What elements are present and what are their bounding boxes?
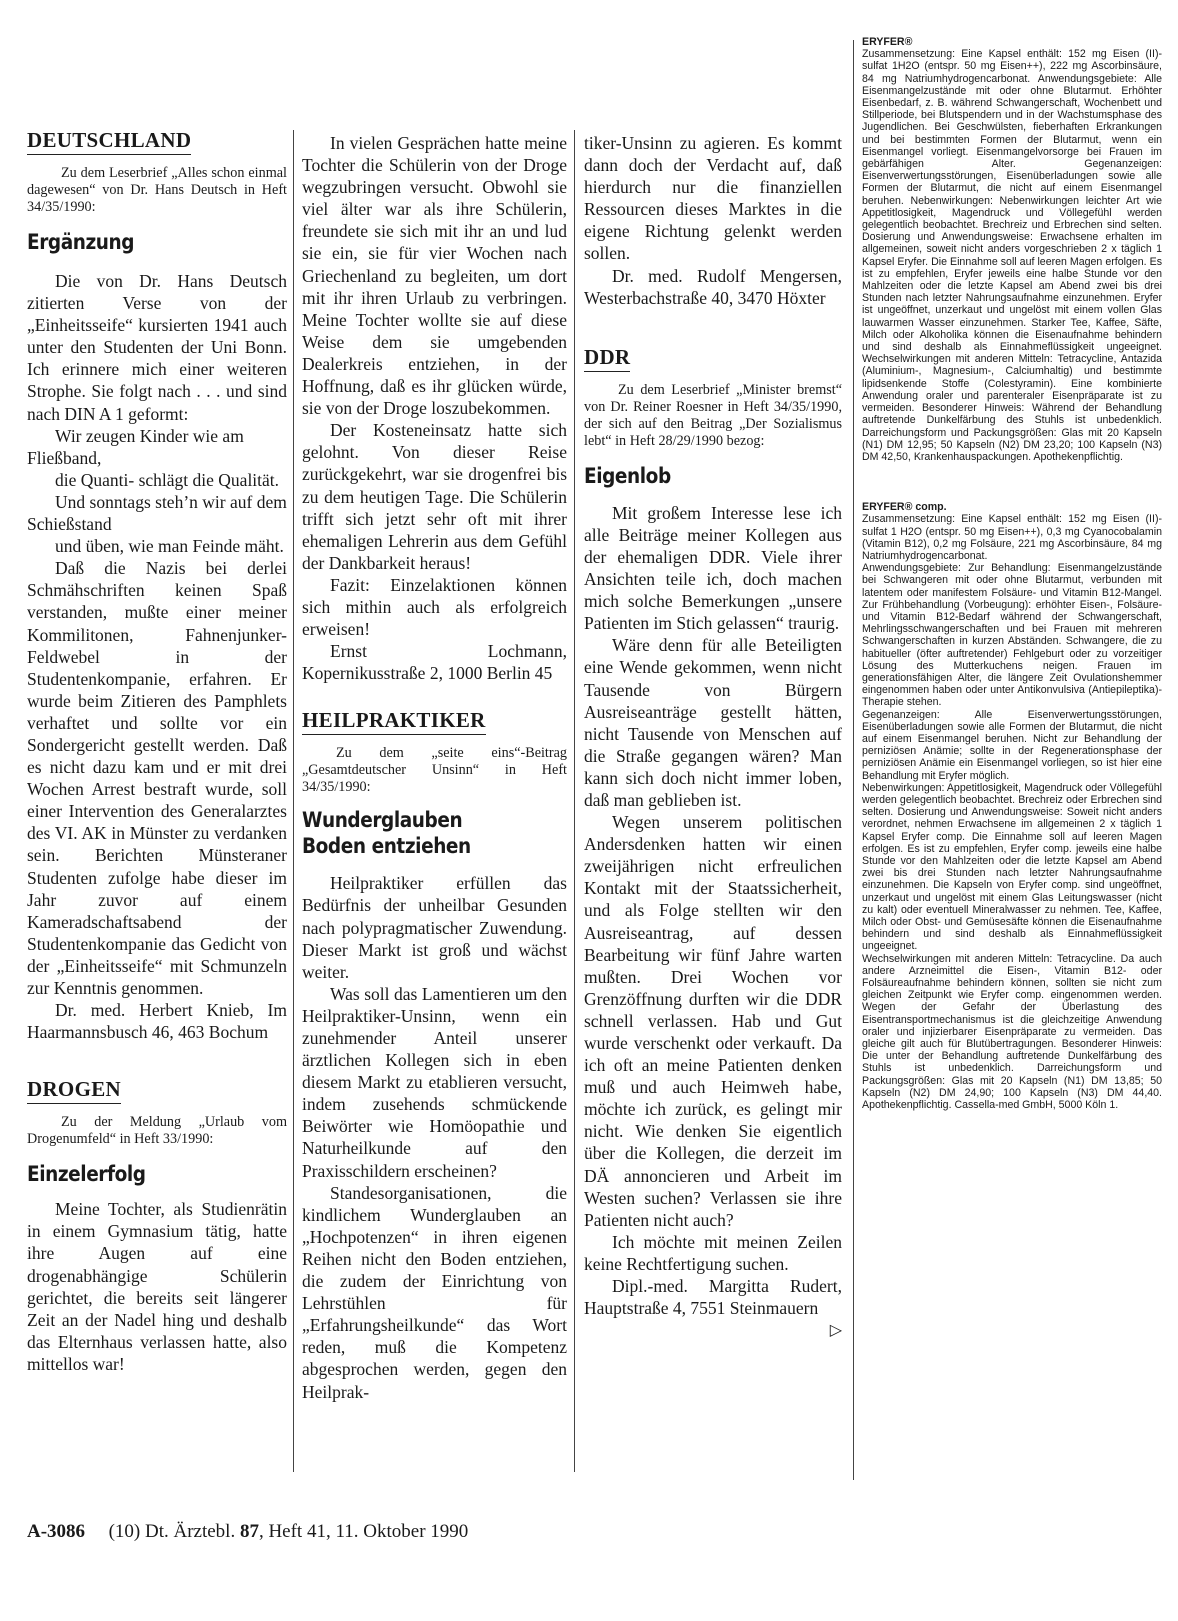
journal-volume: 87 [239, 1521, 259, 1542]
drug-text: Gegenanzeigen: Alle Eisenverwertungsstörungen, Eisenüberladungen sowie alle Formen der Blutarmut, die nicht auf einem Eisenmangel beruhen. Nicht zur Behandlung der perniziösen Anämie; sollte in der Regenerationsphase der perniziösen Anämie ein Eisenmangel vorliegen, so ist hier eine Behandlung mit Eryfer möglich. [862, 708, 1162, 782]
verse-line: die Quanti- schlägt die Qualität. [55, 469, 280, 490]
paragraph: tiker-Unsinn zu agieren. Es kommt dann doch der Verdacht auf, daß hierdurch nur die finanziellen Ressourcen dieses Marktes in die eigene Richtung gelenkt werden sollen. [584, 133, 842, 264]
letter-body [302, 872, 567, 1402]
column-rule-1 [293, 130, 294, 1472]
drug-text: Zusammensetzung: Eine Kapsel enthält: 152 mg Eisen (II)-sulfat 1 H2O (entspr. 50 mg Eisen++), 0,3 mg Cyanocobalamin (Vitamin B12), 0,2 mg Folsäure, 221 mg Ascorbinsäure, 84 mg Natriumhydrogencarbonat. [862, 513, 1162, 562]
signature: Ernst Lochmann, Kopernikusstraße 2, 1000 Berlin 45 [302, 641, 567, 684]
signature: Dr. med. Rudolf Mengersen, Westerbachstraße 40, 3470 Höxter [584, 265, 842, 308]
headline-einzelerfolg: Einzelerfolg [27, 1162, 146, 1188]
headline-eigenlob: Eigenlob [584, 463, 671, 489]
paragraph: Standesorganisationen, die kindlichem Wunderglauben an „Hochpotenzen“ in ihren eigenen Reihen nicht den Boden entziehen, die zudem der Einrichtung von Lehrstühlen für „Erfahrungsheilkunde“ das Wort reden, muß die Kompetenz abgesprochen werden, gegen den Heilprak- [302, 1182, 567, 1402]
letter-body [584, 132, 842, 309]
paragraph: Die von Dr. Hans Deutsch zitierten Verse von der „Einheitsseife“ kursierten 1941 auch unter den Studenten der Uni Bonn. Ich erinnere mich einer weiteren Strophe. Sie folgt nach . . . und sind nach DIN A 1 geformt: [27, 271, 287, 424]
letter-intro: Zu dem „seite eins“-Beitrag „Gesamtdeutscher Unsinn“ in Heft 34/35/1990: [302, 745, 567, 796]
rubric-deutschland: DEUTSCHLAND [27, 128, 191, 155]
rubric-drogen: DROGEN [27, 1077, 121, 1104]
paragraph: Daß die Nazis bei derlei Schmähschriften keinen Spaß verstanden, mußte einer meiner Kommilitonen, Fahnenjunker-Feldwebel in der Studentenkompanie, erfahren. Er wurde beim Zitieren des Pamphlets verhaftet und sollte vor ein Sondergericht gestellt werden. Daß es nicht dazu kam und er mit drei Wochen Arrest bestraft wurde, soll einer Intervention des Generalarztes des VI. AK in Münster zu verdanken sein. Berichten Münsteraner Studenten zufolge habe dieser im Jahr zuvor auf einem Kameradschaftsabend der Studentenkompanie das Gedicht von der „Einheitsseife“ mit Schmunzeln zur Kenntnis genommen. [27, 558, 287, 998]
letter-intro: Zu dem Leserbrief „Minister bremst“ von Dr. Reiner Roesner in Heft 34/35/1990, der sich auf den Beitrag „Der Sozialismus lebt“ in Heft 28/29/1990 bezog: [584, 381, 842, 449]
headline-ergaenzung: Ergänzung [27, 230, 135, 255]
drug-text: Anwendungsgebiete: Zur Behandlung: Eisenmangelzustände bei Schwangeren mit oder ohne Blutarmut, verbunden mit latentem oder manifestem Folsäure- und Vitamin B12-Mangel. Zur Frühbehandlung (Vorbeugung): erhöhter Eisen-, Folsäure- und Vitamin B12-Bedarf während der Schwangerschaft, Mehrlingsschwangerschaften und bei Frauen mit mehreren Schwangerschaften in kurzen Abständen. Schwangere, die zu habitueller (öfter auftretender) Fehlgeburt oder zu vorzeitiger Lösung des Mutterkuchens neigen. Frauen im generationsfähigen Alter, die längere Zeit Ovulationshemmer eingenommen haben oder unter Antikonvulsiva (Antiepileptika)-Therapie stehen. [862, 562, 1162, 709]
journal-issue: (10) Dt. Ärztebl. [108, 1521, 236, 1542]
paragraph: Wäre denn für alle Beteiligten eine Wende gekommen, wenn nicht Tausende von Bürgern Ausreiseanträge gestellt hätten, nicht Tausende von Menschen auf die Straße gegangen wären? Man kann sich doch nicht immer loben, daß man geblieben ist. [584, 635, 842, 810]
drug-info-eryfer-comp [862, 501, 1162, 1111]
drug-title: ERYFER® comp. [862, 501, 947, 514]
rubric-heilpraktiker: HEILPRAKTIKER [302, 708, 486, 735]
letter-intro: Zu der Meldung „Urlaub vom Drogenumfeld“ in Heft 33/1990: [27, 1114, 287, 1148]
verse-line: und üben, wie man Feinde mäht. [55, 536, 284, 557]
column-rule-3 [853, 40, 854, 1480]
signature [584, 1275, 842, 1340]
letter-body [27, 270, 287, 1043]
paragraph: Fazit: Einzelaktionen können sich mithin auch als erfolgreich erweisen! [302, 574, 567, 640]
paragraph: Mit großem Interesse lese ich alle Beiträge meiner Kollegen aus der ehemaligen DDR. Viele ihrer Ansichten teile ich, doch machen mich solche Bemerkungen „unsere Patienten im Stich gelassen“ traurig. [584, 502, 842, 634]
letter-intro: Zu dem Leserbrief „Alles schon einmal dagewesen“ von Dr. Hans Deutsch in Heft 34/35/1990: [27, 165, 287, 215]
drug-text: Zusammensetzung: Eine Kapsel enthält: 152 mg Eisen (II)-sulfat 1H2O (entspr. 50 mg Eisen++), 222 mg Ascorbinsäure, 84 mg Natriumhydrogencarbonat. Anwendungsgebiete: Alle Eisenmangelzustände mit oder ohne Blutarmut. Erhöhter Eisenbedarf, z. B. während Schwangerschaft, Wochenbett und Stillperiode, bei Blutspendern und in der Wachstumsphase des Jugendlichen. Bei Geschwülsten, fieberhaften Erkrankungen und bei bestimmten Formen der Blutarmut, wenn ein Eisenmangel vorliegt. Eisenmangelvorsorge bei Frauen im gebärfähigen Alter. Gegenanzeigen: Eisenverwertungsstörungen, Eisenüberladungen sowie alle Formen der Blutarmut, die nicht auf einem Eisenmangel beruhen. Nebenwirkungen: Nebenwirkungen leichter Art wie Appetitlosigkeit, Magendruck und Völlegefühl werden gelegentlich beobachtet. Brechreiz und Erbrechen sind selten. Dosierung und Anwendungsweise: Erwachsene erhalten im allgemeinen, soweit nicht anders vorgeschrieben 2 x täglich 1 Kapsel Eryfer. Die Einnahme soll auf leeren Magen erfolgen. Es ist zu empfehlen, Eryfer jeweils eine halbe Stunde vor den Mahlzeiten oder die letzte Kapsel am Abend zwei bis drei Stunden nach letzter Nahrungsaufnahme einzunehmen. Eryfer ist ungeöffnet, unzerkaut und ungelöst mit einem vollen Glas lauwarmen Wasser einzunehmen. Starker Tee, Kaffee, Säfte, Milch oder Alkoholika können die Eisenaufnahme behindern und sind deshalb als Einnahmeflüssigkeit ungeeignet. Wechselwirkungen mit anderen Mitteln: Tetracycline, Antazida (Aluminium-, Magnesium-, Calciumhaltig) und bestimmte lipidsenkende Stoffe (Colestyramin). Eine kombinierte Anwendung oraler und parenteraler Eisenpräparate ist zu vermeiden. Besonderer Hinweis: Während der Behandlung auftretende Dunkelfärbung des Stuhls ist unbedenklich. Darreichungsform und Packungsgrößen: Glas mit 20 Kapseln (N1) DM 12,95; 50 Kapseln (N2) DM 23,20; 100 Kapseln (N3) DM 42,50, Krankenhauspackungen. Apothekenpflichtig. [862, 48, 1162, 463]
page-footer [27, 1521, 468, 1543]
paragraph: Was soll das Lamentieren um den Heilpraktiker-Unsinn, wenn ein zunehmender Anteil unserer ärztlichen Kollegen sich in eben diesem Markt zu etablieren versucht, indem zusehends schmückende Beiwörter wie Homöopathie und Naturheilkunde auf den Praxisschildern erscheinen? [302, 983, 567, 1181]
verse-line: Wir zeugen Kinder wie am Fließband, [27, 425, 244, 468]
paragraph: In vielen Gesprächen hatte meine Tochter die Schülerin von der Droge wegzubringen versucht. Obwohl sie viel älter war als ihre Schülerin, freundete sie sich mit ihr an und lud sie ein, sie für vier Wochen nach Griechenland zu begleiten, um dort mit ihr ihren Urlaub zu verbringen. Meine Tochter wollte sie auf diese Weise dem sie umgebenden Dealerkreis entziehen, in der Hoffnung, daß es ihr glücken würde, sie von der Droge loszubekommen. [302, 133, 567, 419]
column-3 [584, 132, 842, 1341]
paragraph: Der Kosteneinsatz hatte sich gelohnt. Von dieser Reise zurückgekehrt, war sie drogenfrei bis zu dem heutigen Tage. Die Schülerin trifft sich jetzt sehr oft mit ihrer ehemaligen Lehrerin aus dem Gefühl der Dankbarkeit heraus! [302, 420, 567, 573]
paragraph: Wegen unserem politischen Andersdenken hatten wir einen zweijährigen nicht erfreulichen Kontakt mit der Staatssicherheit, und als Folge stellten wir den Ausreiseantrag, auf dessen Bearbeitung wir fünf Jahre warten mußten. Drei Wochen vor Grenzöffnung durften wir die DDR schnell verlassen. Hab und Gut wurde verschenkt oder verkauft. Da ich oft an meine Patienten denken muß und auch Heimweh habe, möchte ich zurück, es gelingt mir nicht. Wie denken Sie eigentlich über die Kollegen, die derzeit im DÄ annoncieren und Arbeit im Westen suchen? Verlassen sie ihre Patienten nicht auch? [584, 812, 842, 1230]
headline-wunderglauben: Wunderglauben Boden entziehen [302, 808, 471, 860]
journal-date: , Heft 41, 11. Oktober 1990 [258, 1521, 469, 1542]
verse-line: Und sonntags steh’n wir auf dem Schießstand [27, 491, 287, 535]
signature-text: Dipl.-med. Margitta Rudert, Hauptstraße 4, 7551 Steinmauern [584, 1276, 842, 1319]
paragraph: Meine Tochter, als Studienrätin in einem Gymnasium tätig, hatte ihre Augen auf eine drogenabhängige Schülerin gerichtet, die bereits seit längerer Zeit an der Nadel hing und deshalb das Elternhaus verlassen hatte, also mittellos war! [27, 1199, 287, 1374]
column-2 [302, 132, 567, 1403]
drug-text: Wechselwirkungen mit anderen Mitteln: Tetracycline. Da auch andere Arzneimittel die Eisen-, Vitamin B12- oder Folsäureaufnahme behindern können, sollten sie nicht zum gleichen Zeitpunkt wie Eryfer comp. eingenommen werden. Wegen der Gefahr der Überlastung des Eisentransportmechanismus ist die gleichzeitige Anwendung oraler und injizierbarer Eisenpräparate zu vermeiden. Das gleiche gilt auch für Blutübertragungen. Besonderer Hinweis: Die unter der Behandlung auftretende Dunkelfärbung des Stuhls ist unbedenklich. Darreichungsform und Packungsgrößen: Glas mit 20 Kapseln (N1) DM 13,85; 50 Kapseln (N2) DM 24,90; 100 Kapseln (N3) DM 44,40. Apothekenpflichtig. Cassella-med GmbH, 5000 Köln 1. [862, 952, 1162, 1112]
letter-body [584, 502, 842, 1340]
drug-text: Nebenwirkungen: Appetitlosigkeit, Magendruck oder Völlegefühl werden gelegentlich beobachtet. Brechreiz oder Erbrechen sind selten. Dosierung und Anwendungsweise: Soweit nicht anders verordnet, nehmen Erwachsene im allgemeinen 2 x täglich 1 Kapsel Eryfer comp. Die Einnahme soll auf leeren Magen erfolgen. Es ist zu empfehlen, Eryfer comp. jeweils eine halbe Stunde vor den Mahlzeiten oder die letzte Kapsel am Abend zwei bis drei Stunden nach letzter Nahrungsaufnahme einzunehmen. Die Kapseln von Eryfer comp. sind ungeöffnet, unzerkaut und ungelöst mit einem Glas Leitungswasser (nicht zu kalt) oder eventuell Mineralwasser zu nehmen. Tee, Kaffee, Milch oder Obst- und Gemüsesäfte können die Eisenaufnahme behindern und sind deshalb als Einnahmeflüssigkeit ungeeignet. [862, 781, 1162, 953]
letter-body [302, 132, 567, 684]
drug-info-eryfer [862, 36, 1162, 463]
column-1 [27, 128, 287, 1375]
letter-body [27, 1198, 287, 1375]
paragraph: Heilpraktiker erfüllen das Bedürfnis der unheilbar Gesunden nach polypragmatischer Zuwendung. Dieser Markt ist groß und wächst weiter. [302, 873, 567, 982]
column-rule-2 [574, 130, 575, 1472]
drug-info-column [862, 36, 1162, 1111]
continue-arrow-icon: ▷ [829, 1320, 842, 1340]
rubric-ddr: DDR [584, 345, 630, 372]
signature: Dr. med. Herbert Knieb, Im Haarmannsbusch 46, 463 Bochum [27, 1000, 287, 1043]
drug-title: ERYFER® [862, 36, 913, 48]
page-number: A-3086 [27, 1521, 86, 1542]
paragraph: Ich möchte mit meinen Zeilen keine Rechtfertigung suchen. [584, 1231, 842, 1274]
